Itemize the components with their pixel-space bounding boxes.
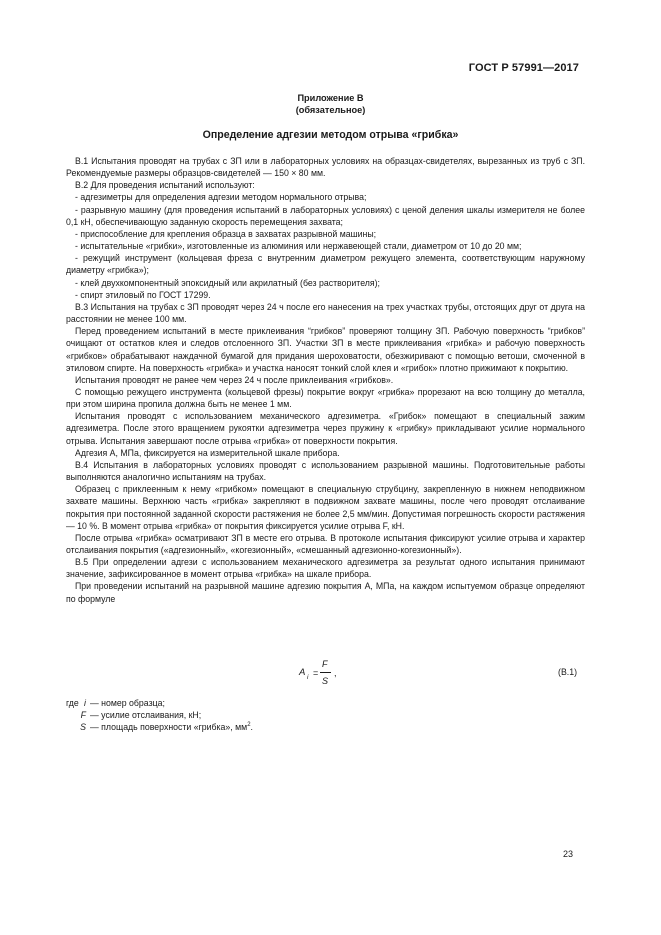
where-word: где xyxy=(66,698,79,708)
description-text: — усилие отслаивания, кН; xyxy=(90,710,202,720)
paragraph: В.4 Испытания в лабораторных условиях проводят с использованием разрывной машины. Подготовительные работы выполняются аналогично испытаниям на трубах. xyxy=(66,459,585,483)
formula-numerator: F xyxy=(322,659,328,669)
list-item: - приспособление для крепления образца в захватах разрывной машины; xyxy=(75,228,377,239)
appendix-status: (обязательное) xyxy=(295,104,366,115)
symbol-description xyxy=(90,697,165,709)
paragraph: В.5 При определении адгези с использованием механического адгезиметра за результат одного испытания принимают значение, зафиксированное в момент отрыва «грибка» на шкале прибора. xyxy=(66,557,585,580)
list-item: - клей двухкомпонентный эпоксидный или акрилатный (без растворителя); xyxy=(75,277,380,288)
list-item: - разрывную машину (для проведения испытаний в лабораторных условиях) с ценой деления шкалы измерителя не более 0,1 кН, обеспечивающую заданную скорость перемещения захвата; xyxy=(66,204,585,227)
formula-tail: , xyxy=(334,668,337,678)
list-item: - спирт этиловый по ГОСТ 17299. xyxy=(75,289,211,300)
paragraph: Испытания проводят с использованием механического адгезиметра. «Грибок» помещают в специальный зажим адгезиметра. После этого вращением рукоятки адгезиметра через пружину к «грибку» прикладывают усилие нормального отрыва. Испытания завершают после отрыва «грибка» от поверхности покрытия. xyxy=(66,411,585,446)
section-title: Определение адгезии методом отрыва «грибка» xyxy=(202,129,459,141)
formula-equals: = xyxy=(313,668,319,678)
description-text: — площадь поверхности «грибка», мм xyxy=(90,722,248,732)
paragraph: Испытания проводят не ранее чем через 24 ч после приклеивания «грибков». xyxy=(75,374,394,385)
paragraph: С помощью режущего инструмента (кольцевой фрезы) покрытие вокруг «грибка» прорезают на всю толщину до металла, при этом ширина пропила должна быть не менее 1 мм. xyxy=(66,386,585,410)
appendix-heading xyxy=(0,93,661,116)
symbol: S xyxy=(80,722,86,732)
superscript: 2 xyxy=(247,722,251,729)
list-item: - испытательные «грибки», изготовленные из алюминия или нержавеющей стали, диаметром от 10 до 20 мм; xyxy=(75,241,522,252)
standard-header: ГОСТ Р 57991—2017 xyxy=(468,62,579,74)
fraction-bar xyxy=(320,672,331,673)
list-item: - режущий инструмент (кольцевая фреза с внутренним диаметром режущего элемента, соответствующим наружному диаметру «грибка»); xyxy=(66,253,585,276)
description-end: . xyxy=(250,722,253,732)
paragraph: Перед проведением испытаний в месте приклеивания “грибков” проверяют толщину ЗП. Рабочую поверхность “грибков” очищают от остатков клея и следов отслоенного ЗП. Участки ЗП в месте приклеивания «грибка» и рабочую поверхность «грибков» обрабатывают наждачной бумагой для придания шероховатости, обезжиривают с помощью ветоши, смоченной в этиловом спирте. На поверхность «грибка» и участка наносят тонкий слой клея и «грибок» плотно прижимают к покрытию. xyxy=(66,326,585,373)
paragraph: При проведении испытаний на разрывной машине адгезию покрытия А, МПа, на каждом испытуемом образце определяют по формуле xyxy=(66,581,585,604)
formula-subscript: i xyxy=(307,674,309,681)
formula-denominator: S xyxy=(322,676,329,686)
body-text xyxy=(66,155,585,605)
symbol: F xyxy=(80,710,86,720)
paragraph: Образец с приклеенным к нему «грибком» помещают в специальную струбцину, закрепленную в нижнем неподвижном захвате машины. Верхнюю часть «грибка» закрепляют в подвижном захвате машины, после чего проводят отслаивание покрытия при постоянной заданной скорости растяжения не более 2,5 мм/мин. Допустимая погрешность скорости растяжения — 10 %. В момент отрыва «грибка» от покрытия фиксируется усилие отрыва F, кН. xyxy=(66,484,585,531)
list-item: - адгезиметры для определения адгезии методом нормального отрыва; xyxy=(75,192,367,203)
symbol-description xyxy=(90,709,201,721)
formula-number: (В.1) xyxy=(558,667,577,677)
appendix-label: Приложение В xyxy=(297,93,364,103)
paragraph: В.2 Для проведения испытаний используют: xyxy=(75,180,255,191)
formula-b1 xyxy=(296,659,356,699)
paragraph: После отрыва «грибка» осматривают ЗП в месте его отрыва. В протоколе испытания фиксируют усилие отрыва и характер отслаивания покрытия («адгезионный», «когезионный», «смешанный адгезионно-когезионный»). xyxy=(66,532,585,555)
symbol-description xyxy=(90,721,253,733)
formula-lhs: A xyxy=(299,667,306,678)
paragraph: Адгезия А, МПа, фиксируется на измерительной шкале прибора. xyxy=(75,447,340,458)
symbol: i xyxy=(84,698,86,708)
paragraph: В.1 Испытания проводят на трубах с ЗП или в лабораторных условиях на образцах-свидетелях, вырезанных из труб с ЗП. Рекомендуемые размеры образцов-свидетелей — 150 × 80 мм. xyxy=(66,156,585,179)
description-text: — номер образца; xyxy=(90,698,165,708)
page-number: 23 xyxy=(562,849,573,859)
paragraph: В.3 Испытания на трубах с ЗП проводят через 24 ч после его нанесения на трех участках трубы, отстоящих друг от друга на расстоянии не менее 100 мм. xyxy=(66,301,585,325)
